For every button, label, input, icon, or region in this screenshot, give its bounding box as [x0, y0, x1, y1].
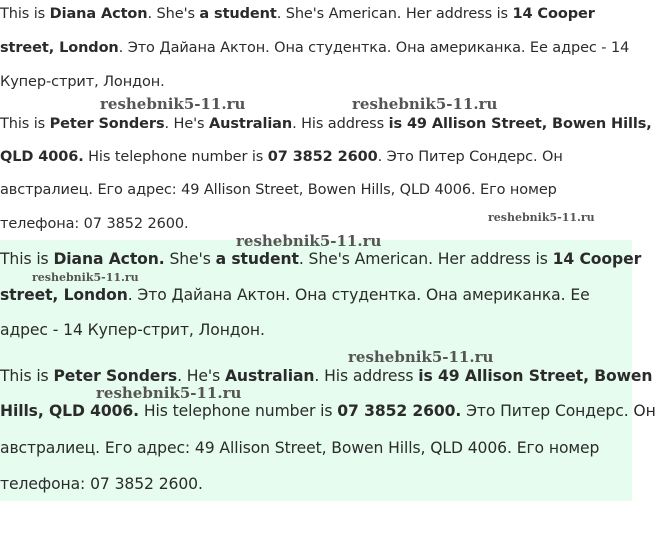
text-line: австралиец. Его адрес: 49 Allison Street, Bowen Hills, QLD 4006. Его номер [0, 182, 557, 198]
text-line: адрес - 14 Купер-стрит, Лондон. [0, 321, 265, 339]
text-line: Купер-стрит, Лондон. [0, 74, 165, 90]
text-line: This is Peter Sonders. He's Australian. His address is 49 Allison Street, Bowen Hills, [0, 116, 652, 132]
text-line: QLD 4006. His telephone number is 07 3852 2600. Это Питер Сондерс. Он [0, 149, 563, 165]
text-line: This is Diana Acton. She's a student. She's American. Her address is 14 Cooper [0, 250, 642, 268]
text-line: телефона: 07 3852 2600. [0, 216, 189, 232]
text-line: Hills, QLD 4006. His telephone number is 07 3852 2600. Это Питер Сондерс. Он [0, 402, 656, 420]
text-line: This is Diana Acton. She's a student. She's American. Her address is 14 Cooper [0, 6, 595, 22]
watermark: reshebnik5-11.ru [32, 271, 139, 284]
watermark: reshebnik5-11.ru [348, 348, 494, 366]
watermark: reshebnik5-11.ru [96, 384, 242, 402]
text-line: австралиец. Его адрес: 49 Allison Street, Bowen Hills, QLD 4006. Его номер [0, 439, 600, 457]
watermark: reshebnik5-11.ru [100, 95, 246, 113]
text-line: телефона: 07 3852 2600. [0, 475, 203, 493]
text-line: street, London. Это Дайана Актон. Она студентка. Она американка. Ее адрес - 14 [0, 40, 630, 56]
watermark: reshebnik5-11.ru [352, 95, 498, 113]
text-line: This is Peter Sonders. He's Australian. His address is 49 Allison Street, Bowen [0, 367, 653, 385]
text-line: street, London. Это Дайана Актон. Она студентка. Она американка. Ее [0, 286, 590, 304]
watermark: reshebnik5-11.ru [236, 232, 382, 250]
watermark: reshebnik5-11.ru [488, 211, 595, 224]
